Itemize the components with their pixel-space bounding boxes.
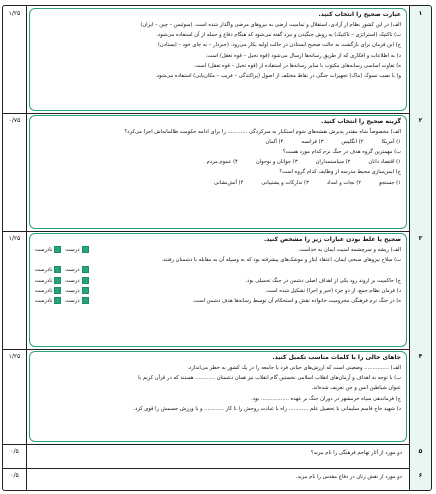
true-choice[interactable]: درست [65,245,88,255]
false-choice[interactable]: نادرست [35,276,61,286]
question-4-row [3,349,431,445]
question-2-row [3,113,431,232]
true-choice[interactable]: درست [65,286,88,296]
question-line: الف) در این کشور نظام از آزادی، استقلال و تمامیت ارضی به نیروهای مرضی واگذار شده است. (سوئیس – چین – ایران) [140,22,401,28]
true-false-item [35,276,401,286]
question-number: ۱ [409,6,431,113]
checkbox-icon[interactable] [82,287,89,294]
question-line: عنوان شیاطین انس و جن تعریف شده‌اند. [311,385,401,392]
true-choice[interactable]: درست [65,265,88,275]
checkbox-icon[interactable] [54,266,61,273]
question-line: د) به اطلاعات و افکاری که از طریق رسانه‌ها ارسال می‌شود (قوه تخیل – قوه تعقل) است. [205,52,401,59]
question-line: د) شهید حاج قاسم سلیمانی با تحصیل علم ............ راه با عبادت روحش را تا کار ............ و با ورزش جسمش را قوی کرد. [133,405,401,412]
statement: الف) ریشه و سرچشمه امنیت ایمان به خداست. [297,247,401,253]
question-text: دو مورد از آثار تهاجم فرهنگی را نام ببرید؟ [310,450,402,456]
option[interactable]: ۱) اقتصاد دانان [368,159,401,166]
true-choice[interactable]: درست [65,296,88,306]
question-stem: ج) ایمن‌سازی محیط مدرسه از وظایف کدام گروه است؟ [279,169,401,176]
options-b [35,157,401,167]
question-score: ۱/۲۵ [3,6,27,113]
question-line: الف) ............... وضعیتی است که ارزش‌های حیاتی فرد یا جامعه را در یک کشور به خطر می‌اندازد. [187,365,401,371]
question-1-box [29,8,407,111]
question-5-row [3,444,431,469]
option[interactable]: ۲) سیاستمداران [315,159,351,166]
question-line: و) با نصب تسوک (ماک) تجهیزات جنگی در نقاط مختلف از اصول (پراکندگی – فریب – مکان‌یابی) استفاده می‌شود. [155,73,401,80]
true-false-item [35,245,401,255]
checkbox-icon[interactable] [54,287,61,294]
option[interactable]: ۴) عموم مردم [206,159,238,166]
question-number: ۵ [409,444,431,468]
false-choice[interactable]: نادرست [35,265,61,275]
checkbox-icon[interactable] [82,246,89,253]
question-line: ب) تاکتیک (استراتژی – تاکتیک) به روش جنگیدن و نبرد گفته می‌شود که هنگام دفاع و حمله از آن استفاده می‌شود. [156,32,401,39]
checkbox-icon[interactable] [82,277,89,284]
checkbox-icon[interactable] [54,297,61,304]
question-4-title: جاهای خالی را با کلمات مناسب تکمیل کنید. [272,354,401,361]
question-1-row [3,6,431,114]
option[interactable]: ۴) آلمان [265,139,284,146]
option[interactable]: ۳) جوانان و نوجوان [255,159,298,166]
question-line: ه) تفاوت اساسی رسانه‌های مکتوب با سایر رسانه‌ها در استفاده از (قوه تخیل – قوه تعقل) است. [193,62,401,69]
question-number: ۶ [409,468,431,491]
options-a [35,137,401,147]
question-2-box [29,115,407,229]
question-line: ج) فرماندهی سپاه خرمشهر در دوران جنگ بر عهده ................. بود. [251,395,401,402]
option[interactable]: ۱) آمریکا [381,139,401,146]
statement: د) فرمان نظام جمع، از دو جزء (خبر و اجرا) تشکیل شده است. [265,287,401,294]
question-score: ۱/۲۵ [3,231,27,349]
true-choice[interactable]: درست [65,276,88,286]
true-false-choices [35,286,89,296]
question-line: ب) با توجه به اهداف و آرمان‌های انقلاب اسلامی نخستین گام انقلاب نیز همان دشمنان ............ هستند که در قرآن کریم با [138,375,401,382]
options-c [35,178,401,188]
question-2-title: گزینه صحیح را انتخاب کنید. [321,118,401,125]
true-false-item [35,296,401,306]
question-stem: الف) مخصوصاً شاه مقتدر پذیرش نقشه‌های شوم استکبار به سرکردگی ............ را برای ادامه حکومت ظالمانه‌اش اجرا می‌کرد؟ [124,129,401,135]
question-6-box [29,470,407,490]
question-4-box [29,351,407,442]
option[interactable]: ۲) نجات و امداد [326,179,362,186]
true-false-choices [35,245,89,255]
option[interactable]: ۳) فرانسه [301,139,324,146]
checkbox-icon[interactable] [82,297,89,304]
false-choice[interactable]: نادرست [35,296,61,306]
false-choice[interactable]: نادرست [35,286,61,296]
question-1-title: عبارت صحیح را انتخاب کنید. [318,11,401,18]
checkbox-icon[interactable] [54,277,61,284]
exam-sheet [2,5,432,491]
question-number: ۲ [409,113,431,231]
checkbox-icon[interactable] [54,246,61,253]
question-6-row [3,468,431,491]
question-score: ۰/۷۵ [3,113,27,231]
statement: ه) در جنگ نرم فرهنگی محرومیت خانواده نقش و استحکام آن توسط رسانه‌ها هدف دشمن است. [192,298,401,305]
true-false-choices [35,296,89,306]
question-score: ۱/۲۵ [3,349,27,444]
statement: ج) حاکمیت بر اروند رود یکی از اهداف اصلی دشمن در جنگ تحمیلی بود. [245,277,401,284]
checkbox-icon[interactable] [82,266,89,273]
question-text: دو مورد از نقش زنان در دفاع مقدس را نام ببرید. [295,474,402,480]
question-score: ۰/۵ [3,468,27,491]
question-3-title: صحیح یا غلط بودن عبارات زیر را مشخص کنید. [263,236,401,243]
false-choice[interactable]: نادرست [35,245,61,255]
statement: ب) سلاح نیروهای سبحی ایمان، اعتقاد ایثار و موشک‌های پیشرفته بود که به وسیله آن به مقابله با دشمنان رفتند. [161,257,401,264]
question-5-box [29,446,407,466]
question-stem: ب) مهمترین گروه هدف در جنگ نرم کدام مورد هست؟ [282,149,401,156]
option[interactable]: ۳) تدارکات و پشتیبانی [261,179,309,186]
option[interactable]: ۴) آتش‌نشانی [214,179,244,186]
question-3-box [29,233,407,347]
question-number: ۳ [409,231,431,349]
question-score: ۰/۵ [3,444,27,468]
true-false-choices [35,276,89,286]
true-false-item [35,265,401,275]
question-number: ۴ [409,349,431,444]
true-false-choices [35,265,89,275]
true-false-item [35,286,401,296]
question-line: ج) این فرمان برای بازگشت به حالت صحیح ایستادن در حالت اولیه بکار می‌رود. (خبردار – به جای خود – ایستادن) [157,42,401,49]
question-3-row [3,231,431,350]
option[interactable]: ۱) جستجو [379,179,401,186]
option[interactable]: ۲) انگلیس [341,139,364,146]
